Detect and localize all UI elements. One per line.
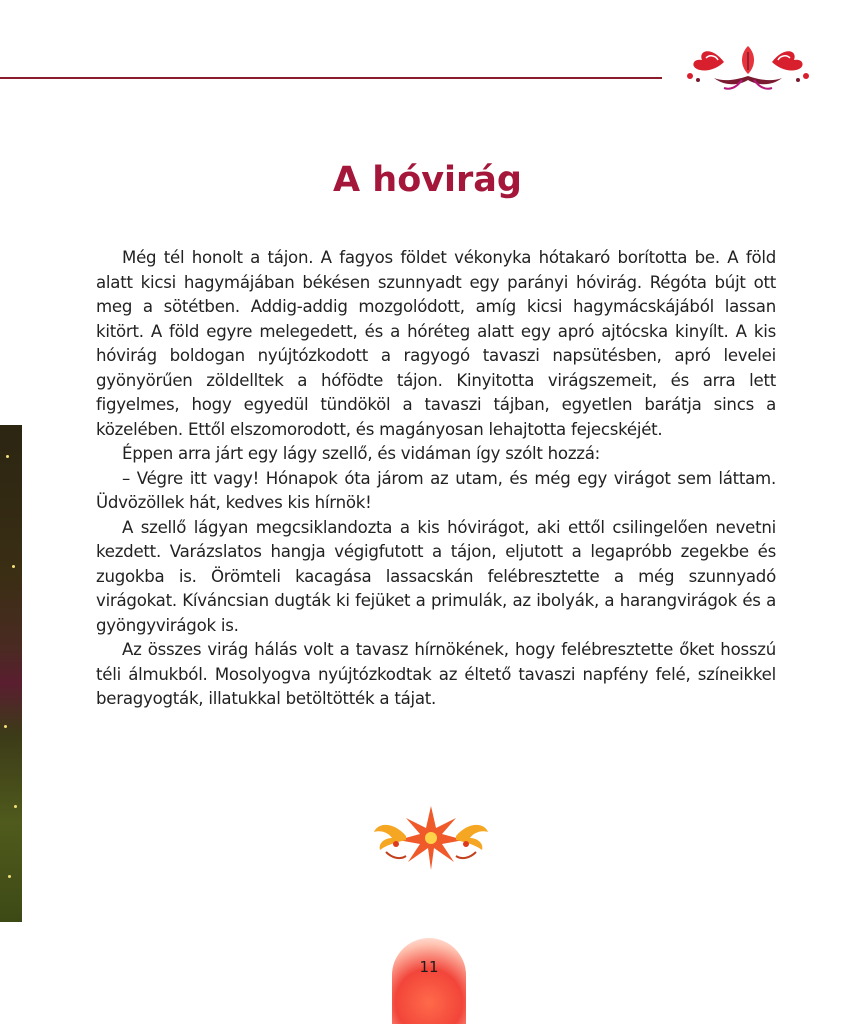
page-number-badge (392, 938, 466, 1024)
story-paragraph: A szellő lágyan megcsiklandozta a kis hóvirágot, aki ettől csilingelően nevetni kezdett. Varázslatos hangja végigfutott a tájon, eljutott a legapróbb zegekbe és zugokba is. Örömteli kacagása lassacskán felébresztette a még szunnyadó virágokat. Kíváncsian dugták ki fejüket a primulák, az ibolyák, a harangvirágok és a gyöngyvirágok is. (96, 517, 776, 635)
page-number: 11 (419, 958, 439, 976)
side-illustration-strip (0, 425, 22, 922)
story-paragraph: Éppen arra járt egy lágy szellő, és vidáman így szólt hozzá: (122, 444, 600, 463)
page-title: A hóvirág (333, 160, 522, 200)
folk-flower-ornament-icon (684, 36, 812, 92)
story-paragraph: Az összes virág hálás volt a tavasz hírnökének, hogy felébresztette őket hosszú téli álmukból. Mosolyogva nyújtózkodtak az éltető tavaszi napfény felé, színeikkel beragyogták, illatukkal betöltötték a tájat. (96, 640, 776, 708)
story-paragraph: Még tél honolt a tájon. A fagyos földet vékonyka hótakaró borította be. A föld alatt kicsi hagymájában békésen szunnyadt egy parányi hóvirág. Régóta bújt ott meg a sötétben. Addig-addig mozgolódott, amíg kicsi hagymácskájából lassan kitört. A föld egyre melegedett, és a hóréteg alatt egy apró ajtócska kinyílt. A kis hóvirág boldogan nyújtózkodott a ragyogó tavaszi napsütésben, apró levelei gyönyörűen zöldelltek a hófödte tájon. Kinyitotta virágszemeit, és arra lett figyelmes, hogy egyedül tündököl a tavaszi tájban, egyetlen barátja sincs a közelében. Ettől elszomorodott, és magányosan lehajtotta fejecskéjét. (96, 248, 776, 439)
top-divider-line (0, 77, 662, 79)
story-paragraph: – Végre itt vagy! Hónapok óta járom az utam, és még egy virágot sem láttam. Üdvözöllek hát, kedves kis hírnök! (96, 468, 776, 512)
central-flower-ornament-icon (366, 800, 496, 874)
story-text (96, 246, 776, 712)
